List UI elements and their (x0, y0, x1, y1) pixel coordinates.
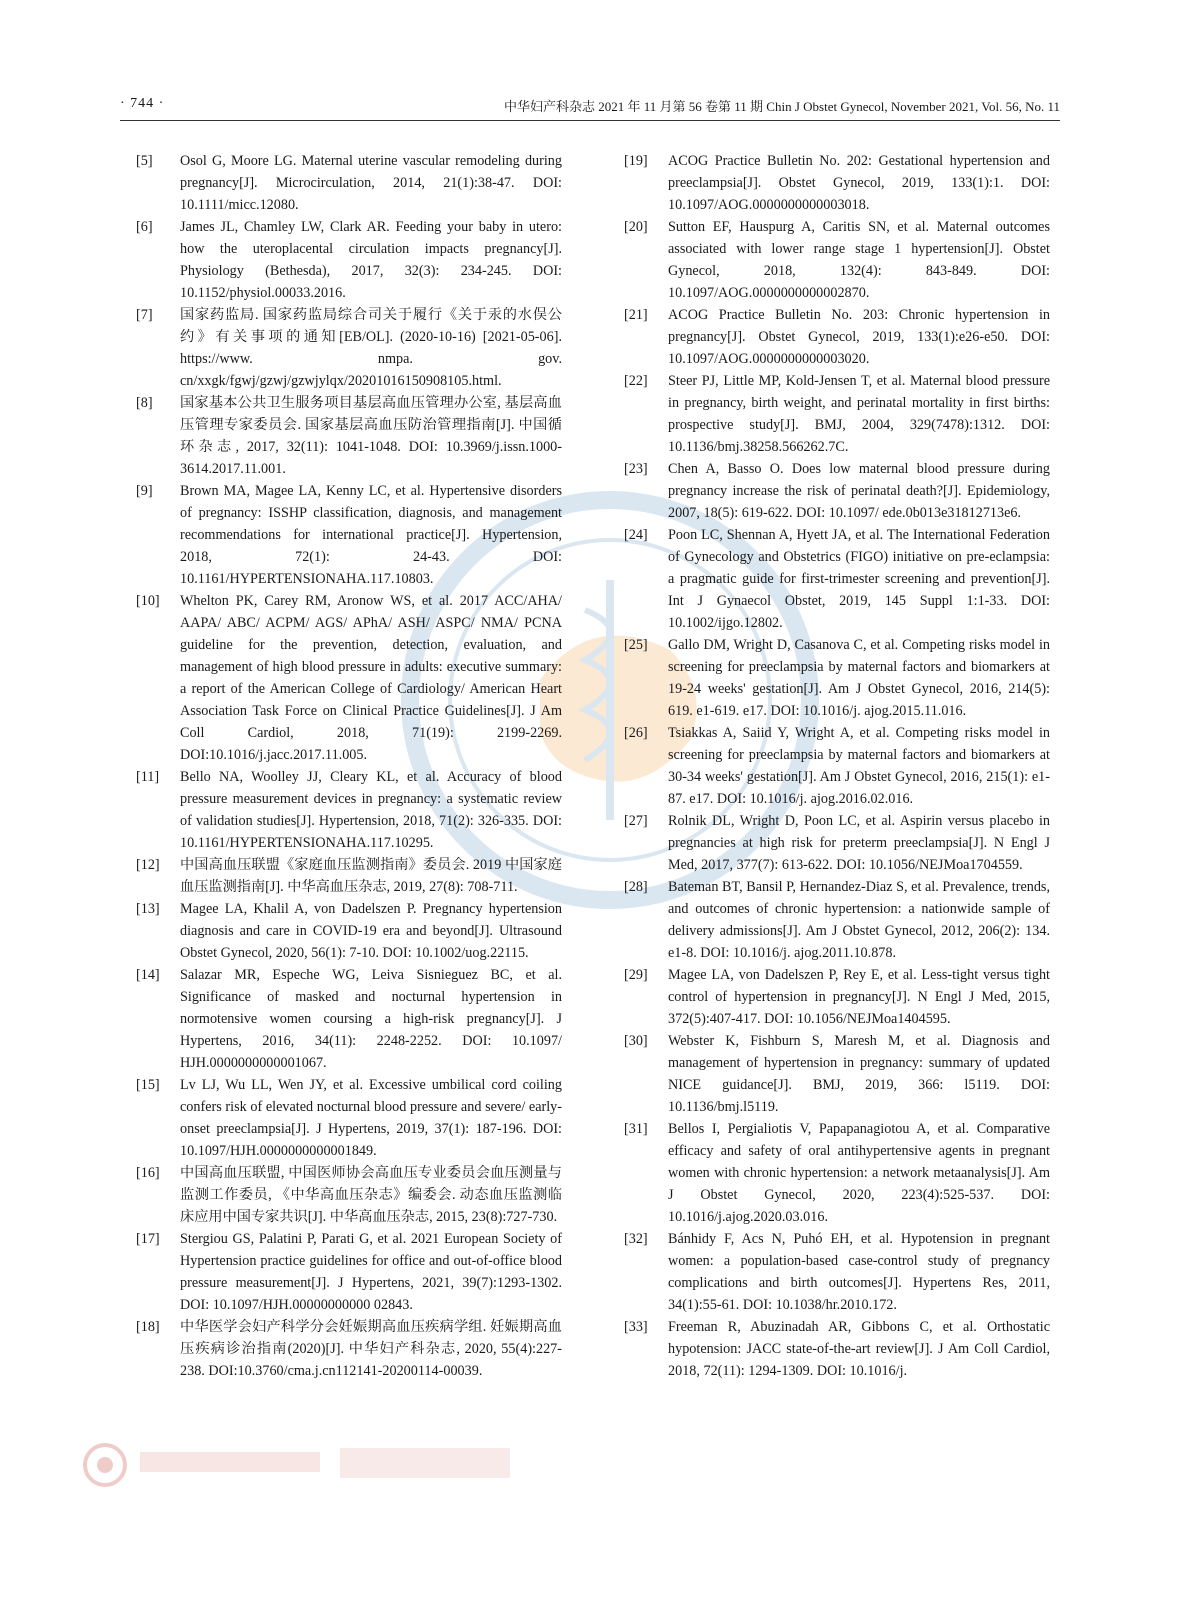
reference-entry (130, 216, 562, 304)
reference-entry (618, 370, 1050, 458)
reference-number: [7] (136, 307, 153, 323)
reference-number: [17] (136, 1231, 160, 1247)
reference-entry (618, 964, 1050, 1030)
reference-number: [11] (136, 769, 160, 785)
reference-entry (618, 304, 1050, 370)
reference-text: 中国高血压联盟, 中国医师协会高血压专业委员会血压测量与监测工作委员, 《中华高血压杂志》编委会. 动态血压监测临床应用中国专家共识[J]. 中华高血压杂志, 2015, 23(8):727-730. (180, 1165, 562, 1225)
reference-number: [18] (136, 1319, 160, 1335)
reference-entry (130, 1228, 562, 1316)
reference-text: Gallo DM, Wright D, Casanova C, et al. Competing risks model in screening for preeclampsia by maternal factors and biomarkers at 19-24 weeks' gestation[J]. Am J Obstet Gynecol, 2016, 214(5): 619. e1-619. e17. DOI: 10.1016/j. ajog.2015.11.016. (668, 637, 1050, 719)
reference-number: [33] (624, 1319, 648, 1335)
reference-text: Freeman R, Abuzinadah AR, Gibbons C, et al. Orthostatic hypotension: JACC state-of-the-art review[J]. J Am Coll Cardiol, 2018, 72(11): 1294-1309. DOI: 10.1016/j. (668, 1319, 1050, 1379)
reference-number: [21] (624, 307, 648, 323)
reference-text: Magee LA, von Dadelszen P, Rey E, et al. Less-tight versus tight control of hypertension in pregnancy[J]. N Engl J Med, 2015, 372(5):407-417. DOI: 10.1056/NEJMoa1404595. (668, 967, 1050, 1027)
reference-entry (130, 480, 562, 590)
reference-text: Lv LJ, Wu LL, Wen JY, et al. Excessive umbilical cord coiling confers risk of elevated nocturnal blood pressure and severe/ early-onset preeclampsia[J]. J Hypertens, 2019, 37(1): 187-196. DOI: 10.1097/HJH.0000000000001849. (180, 1077, 562, 1159)
reference-text: Bello NA, Woolley JJ, Cleary KL, et al. Accuracy of blood pressure measurement devices in pregnancy: a systematic review of validation studies[J]. Hypertension, 2018, 71(2): 326-335. DOI: 10.1161/HYPERTENSIONAHA.117.10295. (180, 769, 562, 851)
reference-entry (618, 1228, 1050, 1316)
reference-text: ACOG Practice Bulletin No. 202: Gestational hypertension and preeclampsia[J]. Obstet Gynecol, 2019, 133(1):1. DOI: 10.1097/AOG.0000000000003018. (668, 153, 1050, 213)
reference-entry (130, 304, 562, 392)
reference-number: [12] (136, 857, 160, 873)
reference-text: Steer PJ, Little MP, Kold-Jensen T, et al. Maternal blood pressure in pregnancy, birth weight, and perinatal mortality in first births: prospective study[J]. BMJ, 2004, 329(7478):1312. DOI: 10.1136/bmj.38258.566262.7C. (668, 373, 1050, 455)
reference-entry (130, 854, 562, 898)
reference-text: Bellos I, Pergialiotis V, Papapanagiotou A, et al. Comparative efficacy and safety of oral antihypertensive agents in pregnant women with chronic hypertension: a network metaanalysis[J]. Am J Obstet Gynecol, 2020, 223(4):525-537. DOI: 10.1016/j.ajog.2020.03.016. (668, 1121, 1050, 1225)
reference-text: Chen A, Basso O. Does low maternal blood pressure during pregnancy increase the risk of perinatal death?[J]. Epidemiology, 2007, 18(5): 619-622. DOI: 10.1097/ ede.0b013e31812713e6. (668, 461, 1050, 521)
reference-text: Osol G, Moore LG. Maternal uterine vascular remodeling during pregnancy[J]. Microcirculation, 2014, 21(1):38-47. DOI: 10.1111/micc.12080. (180, 153, 562, 213)
reference-entry (618, 1316, 1050, 1382)
reference-number: [23] (624, 461, 648, 477)
reference-entry (618, 1118, 1050, 1228)
reference-entry (130, 1074, 562, 1162)
reference-text: 国家药监局. 国家药监局综合司关于履行《关于汞的水俣公约》有关事项的通知[EB/OL]. (2020-10-16) [2021-05-06]. https://www. nmpa. gov. cn/xxgk/fgwj/gzwj/gzwjylqx/20201016150908105.html. (180, 307, 562, 389)
reference-text: Brown MA, Magee LA, Kenny LC, et al. Hypertensive disorders of pregnancy: ISSHP classification, diagnosis, and management recommendations for international practice[J]. Hypertension, 2018, 72(1): 24-43. DOI: 10.1161/HYPERTENSIONAHA.117.10803. (180, 483, 562, 587)
references-left-column (130, 150, 562, 1382)
reference-number: [6] (136, 219, 153, 235)
reference-entry (130, 766, 562, 854)
reference-entry (130, 1316, 562, 1382)
reference-text: Sutton EF, Hauspurg A, Caritis SN, et al. Maternal outcomes associated with lower range stage 1 hypertension[J]. Obstet Gynecol, 2018, 132(4): 843-849. DOI: 10.1097/AOG.0000000000002870. (668, 219, 1050, 301)
reference-number: [16] (136, 1165, 160, 1181)
reference-text: Salazar MR, Espeche WG, Leiva Sisnieguez BC, et al. Significance of masked and nocturnal hypertension in normotensive women coursing a high-risk pregnancy[J]. J Hypertens, 2016, 34(11): 2248-2252. DOI: 10.1097/ HJH.0000000000001067. (180, 967, 562, 1071)
reference-entry (618, 524, 1050, 634)
reference-entry (618, 1030, 1050, 1118)
reference-text: Tsiakkas A, Saiid Y, Wright A, et al. Competing risks model in screening for preeclampsia by maternal factors and biomarkers at 30-34 weeks' gestation[J]. Am J Obstet Gynecol, 2016, 215(1): e1-87. e17. DOI: 10.1016/j. ajog.2016.02.016. (668, 725, 1050, 807)
reference-number: [14] (136, 967, 160, 983)
reference-entry (618, 458, 1050, 524)
reference-number: [25] (624, 637, 648, 653)
reference-number: [20] (624, 219, 648, 235)
reference-text: Bateman BT, Bansil P, Hernandez-Diaz S, et al. Prevalence, trends, and outcomes of chronic hypertension: a nationwide sample of delivery admissions[J]. Am J Obstet Gynecol, 2012, 206(2): 134. e1-8. DOI: 10.1016/j. ajog.2011.10.878. (668, 879, 1050, 961)
reference-number: [15] (136, 1077, 160, 1093)
reference-entry (618, 150, 1050, 216)
reference-text: 国家基本公共卫生服务项目基层高血压管理办公室, 基层高血压管理专家委员会. 国家基层高血压防治管理指南[J]. 中国循环杂志, 2017, 32(11): 1041-1048. DOI: 10.3969/j.issn.1000-3614.2017.11.001. (180, 395, 562, 477)
reference-text: 中华医学会妇产科学分会妊娠期高血压疾病学组. 妊娠期高血压疾病诊治指南(2020)[J]. 中华妇产科杂志, 2020, 55(4):227-238. DOI:10.3760/cma.j.cn112141-20200114-00039. (180, 1319, 562, 1379)
reference-text: Rolnik DL, Wright D, Poon LC, et al. Aspirin versus placebo in pregnancies at high risk for preterm preeclampsia[J]. N Engl J Med, 2017, 377(7): 613-622. DOI: 10.1056/NEJMoa1704559. (668, 813, 1050, 873)
journal-running-head: 中华妇产科杂志 2021 年 11 月第 56 卷第 11 期 Chin J Obstet Gynecol, November 2021, Vol. 56, No. 11 (504, 99, 1060, 114)
reference-number: [19] (624, 153, 648, 169)
page-number: · 744 · (120, 96, 165, 111)
reference-text: Bánhidy F, Acs N, Puhó EH, et al. Hypotension in pregnant women: a population-based case-control study of pregnancy complications and birth outcomes[J]. Hypertens Res, 2011, 34(1):55-61. DOI: 10.1038/hr.2010.172. (668, 1231, 1050, 1313)
reference-entry (618, 810, 1050, 876)
reference-number: [32] (624, 1231, 648, 1247)
reference-number: [26] (624, 725, 648, 741)
reference-number: [24] (624, 527, 648, 543)
reference-entry (618, 876, 1050, 964)
reference-number: [8] (136, 395, 153, 411)
reference-entry (618, 634, 1050, 722)
reference-number: [13] (136, 901, 160, 917)
reference-entry (618, 216, 1050, 304)
reference-text: James JL, Chamley LW, Clark AR. Feeding your baby in utero: how the uteroplacental circulation impacts pregnancy[J]. Physiology (Bethesda), 2017, 32(3): 234-245. DOI: 10.1152/physiol.00033.2016. (180, 219, 562, 301)
reference-text: Poon LC, Shennan A, Hyett JA, et al. The International Federation of Gynecology and Obstetrics (FIGO) initiative on pre-eclampsia: a pragmatic guide for first-trimester screening and prevention[J]. Int J Gynaecol Obstet, 2019, 145 Suppl 1:1-33. DOI: 10.1002/ijgo.12802. (668, 527, 1050, 631)
page-header (120, 92, 1060, 121)
reference-number: [28] (624, 879, 648, 895)
reference-number: [22] (624, 373, 648, 389)
reference-number: [30] (624, 1033, 648, 1049)
reference-entry (130, 150, 562, 216)
reference-text: Whelton PK, Carey RM, Aronow WS, et al. 2017 ACC/AHA/ AAPA/ ABC/ ACPM/ AGS/ APhA/ ASH/ ASPC/ NMA/ PCNA guideline for the prevention, detection, evaluation, and management of high blood pressure in adults: executive summary: a report of the American College of Cardiology/ American Heart Association Task Force on Clinical Practice Guidelines[J]. J Am Coll Cardiol, 2018, 71(19): 2199-2269. DOI:10.1016/j.jacc.2017.11.005. (180, 593, 562, 763)
reference-number: [27] (624, 813, 648, 829)
reference-text: 中国高血压联盟《家庭血压监测指南》委员会. 2019 中国家庭血压监测指南[J]. 中华高血压杂志, 2019, 27(8): 708-711. (180, 857, 562, 895)
reference-number: [10] (136, 593, 160, 609)
reference-number: [31] (624, 1121, 648, 1137)
publisher-logo-watermark (80, 1440, 520, 1490)
reference-entry (130, 964, 562, 1074)
reference-entry (130, 1162, 562, 1228)
reference-number: [29] (624, 967, 648, 983)
reference-entry (130, 590, 562, 766)
reference-number: [9] (136, 483, 153, 499)
reference-entry (618, 722, 1050, 810)
references-right-column (618, 150, 1050, 1382)
reference-text: Stergiou GS, Palatini P, Parati G, et al. 2021 European Society of Hypertension practice guidelines for office and out-of-office blood pressure measurement[J]. J Hypertens, 2021, 39(7):1293-1302. DOI: 10.1097/HJH.00000000000 02843. (180, 1231, 562, 1313)
reference-text: Magee LA, Khalil A, von Dadelszen P. Pregnancy hypertension diagnosis and care in COVID-19 era and beyond[J]. Ultrasound Obstet Gynecol, 2020, 56(1): 7-10. DOI: 10.1002/uog.22115. (180, 901, 562, 961)
reference-entry (130, 898, 562, 964)
reference-number: [5] (136, 153, 153, 169)
reference-text: Webster K, Fishburn S, Maresh M, et al. Diagnosis and management of hypertension in pregnancy: summary of updated NICE guidance[J]. BMJ, 2019, 366: l5119. DOI: 10.1136/bmj.l5119. (668, 1033, 1050, 1115)
reference-text: ACOG Practice Bulletin No. 203: Chronic hypertension in pregnancy[J]. Obstet Gynecol, 2019, 133(1):e26-e50. DOI: 10.1097/AOG.0000000000003020. (668, 307, 1050, 367)
reference-entry (130, 392, 562, 480)
